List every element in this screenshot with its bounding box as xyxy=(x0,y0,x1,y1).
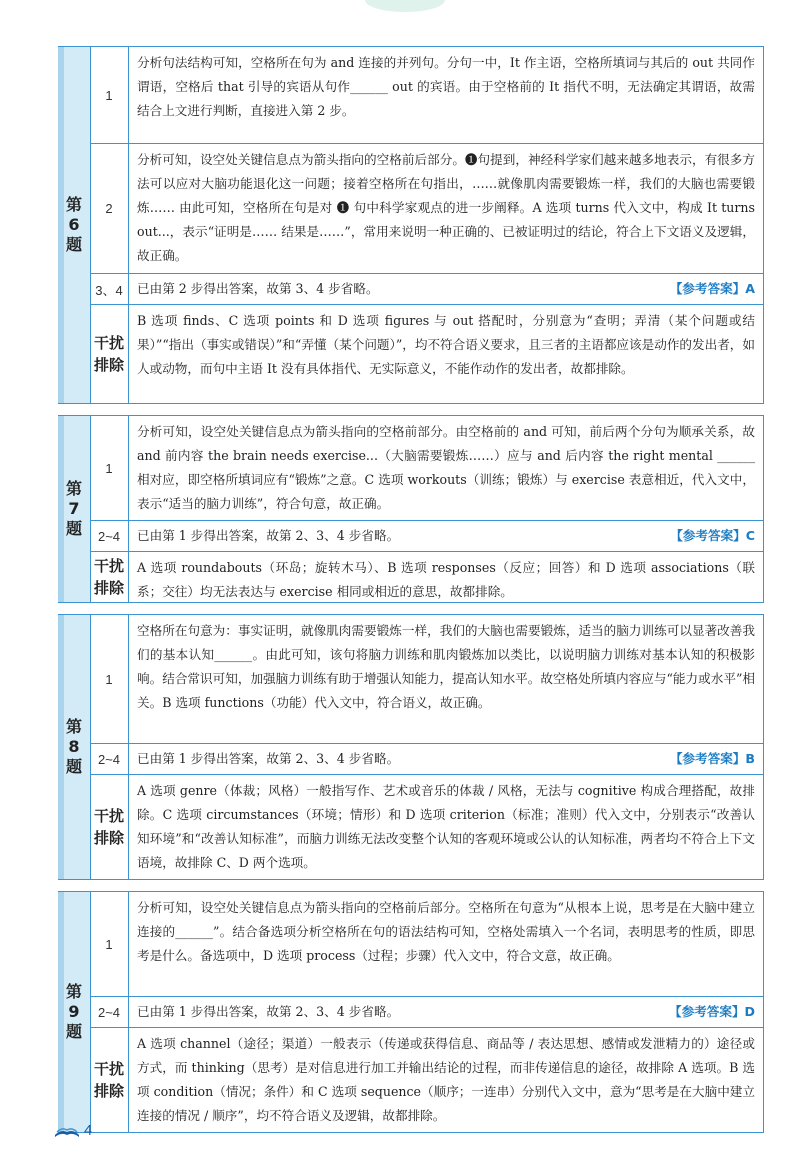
question-label xyxy=(58,615,91,879)
question-label xyxy=(58,892,91,1132)
step-number: 3、4 xyxy=(90,274,129,304)
step-number: 2~4 xyxy=(90,521,129,551)
distractor-text: B 选项 finds、C 选项 points 和 D 选项 figures 与 out 搭配时，分别意为“查明；弄清（某个问题或结果）”“指出（事实或错误）”和“弄懂（某个问题）”，均不符合语义要求，且三者的主语都应该是动作的发出者，如人或动物，而句中主语 It 没有具体指代、无实际意义，不能作动作的发出者，故都排除。 xyxy=(137,313,755,376)
distractor-text: A 选项 channel（途径；渠道）一般表示（传递或获得信息、商品等 / 表达思想、感情或发泄精力的）途径或方式，而 thinking（思考）是对信息进行加工并输出结论的过程，而非传递信息的途径，故排除 A 选项。B 选项 condition（情况；条件）和 C 选项 sequence（顺序；一连串）分别代入文中，意为“思考是在大脑中建立连接的情况 / 顺序”，均不符合语义及逻辑，故都排除。 xyxy=(137,1036,755,1123)
step-row xyxy=(90,892,763,997)
step-row xyxy=(90,416,763,521)
step-text: 分析可知，设空处关键信息点为箭头指向的空格前后部分。空格所在句意为“从根本上说，思考是在大脑中建立连接的______”。结合备选项分析空格所在句的语法结构可知，空格处需填入一个名词，表明思考的性质，即思考是什么。备选项中，D 选项 process（过程；步骤）代入文中，符合文意，故正确。 xyxy=(137,900,755,963)
question-6-label: 第6题 xyxy=(65,195,82,254)
distractor-label: 干扰排除 xyxy=(90,1028,129,1132)
step-text: 分析句法结构可知，空格所在句为 and 连接的并列句。分句一中，It 作主语，空格所填词与其后的 out 共同作谓语，空格后 that 引导的宾语从句作______ out 的宾语。由于空格前的 It 指代不明，无法确定其谓语，故需结合上文进行判断，直接进入第 2 步。 xyxy=(137,55,755,118)
distractor-label: 干扰排除 xyxy=(90,552,129,602)
step-text: 已由第 1 步得出答案，故第 2、3、4 步省略。 xyxy=(137,751,400,766)
answer-row xyxy=(90,997,763,1028)
step-text: 分析可知，设空处关键信息点为箭头指向的空格前部分。由空格前的 and 可知，前后两个分句为顺承关系，故 and 前内容 the brain needs exercise...（大脑需要锻炼……）应与 and 后内容 the right mental ______相对应，即空格所填词应有“锻炼”之意。C 选项 workouts（训练；锻炼）与 exercise 表意相近，代入文中，表示“适当的脑力训练”，符合句意，故正确。 xyxy=(137,424,755,511)
step-text: 已由第 1 步得出答案，故第 2、3、4 步省略。 xyxy=(137,1004,400,1019)
step-number: 2~4 xyxy=(90,744,129,774)
question-6-block xyxy=(58,46,764,404)
question-8-block xyxy=(58,614,764,880)
step-number: 2~4 xyxy=(90,997,129,1027)
reference-answer: 【参考答案】D xyxy=(668,1004,755,1019)
distractor-row xyxy=(90,775,763,879)
top-decoration xyxy=(365,0,445,12)
question-7-label: 第7题 xyxy=(65,479,82,538)
reference-answer: 【参考答案】B xyxy=(669,751,755,766)
answer-row xyxy=(90,274,763,305)
step-row xyxy=(90,144,763,274)
answer-analysis-page xyxy=(58,46,764,1144)
step-text: 已由第 1 步得出答案，故第 2、3、4 步省略。 xyxy=(137,528,400,543)
page-number: 4 xyxy=(84,1122,93,1139)
question-8-label: 第8题 xyxy=(65,717,82,776)
question-9-label: 第9题 xyxy=(65,982,82,1041)
distractor-text: A 选项 genre（体裁；风格）一般指写作、艺术或音乐的体裁 / 风格，无法与 cognitive 构成合理搭配，故排除。C 选项 circumstances（环境；情形）和 D 选项 criterion（标准；准则）代入文中，分别表示“改善认知环境”和“改善认知标准”，而脑力训练无法改变整个认知的客观环境或公认的认知标准，两者均不符合上下文语境，故排除 C、D 两个选项。 xyxy=(137,783,755,870)
answer-row xyxy=(90,744,763,775)
step-row xyxy=(90,615,763,744)
step-text: 已由第 2 步得出答案，故第 3、4 步省略。 xyxy=(137,281,379,296)
step-number: 1 xyxy=(90,416,129,520)
question-9-block xyxy=(58,891,764,1133)
step-text: 分析可知，设空处关键信息点为箭头指向的空格前后部分。❶句提到，神经科学家们越来越多地表示，有很多方法可以应对大脑功能退化这一问题；接着空格所在句指出，……就像肌肉需要锻炼一样，我们的大脑也需要锻炼…… 由此可知，空格所在句是对 ❶ 句中科学家观点的进一步阐释。A 选项 turns 代入文中，构成 It turns out...，表示“证明是…… 结果是……”，常用来说明一种正确的、已被证明过的结论，符合上下文语义及逻辑，故正确。 xyxy=(137,152,755,263)
reference-answer: 【参考答案】A xyxy=(669,281,755,296)
answer-row xyxy=(90,521,763,552)
distractor-row xyxy=(90,1028,763,1132)
question-7-block xyxy=(58,415,764,603)
step-text: 空格所在句意为：事实证明，就像肌肉需要锻炼一样，我们的大脑也需要锻炼，适当的脑力训练可以显著改善我们的基本认知______。由此可知，该句将脑力训练和肌肉锻炼加以类比，以说明脑力训练对基本认知的积极影响。结合常识可知，加强脑力训练有助于增强认知能力，提高认知水平。故空格处所填内容应与“能力或水平”相关。B 选项 functions（功能）代入文中，符合语义，故正确。 xyxy=(137,623,755,710)
question-label xyxy=(58,47,91,403)
distractor-label: 干扰排除 xyxy=(90,775,129,879)
step-number: 1 xyxy=(90,47,129,143)
step-number: 1 xyxy=(90,615,129,743)
book-icon xyxy=(54,1123,80,1139)
step-row xyxy=(90,47,763,144)
distractor-text: A 选项 roundabouts（环岛；旋转木马）、B 选项 responses（反应；回答）和 D 选项 associations（联系；交往）均无法表达与 exercise 相同或相近的意思，故都排除。 xyxy=(137,560,755,599)
question-label xyxy=(58,416,91,602)
reference-answer: 【参考答案】C xyxy=(670,528,755,543)
step-number: 1 xyxy=(90,892,129,996)
distractor-row xyxy=(90,305,763,403)
step-number: 2 xyxy=(90,144,129,273)
page-footer xyxy=(54,1122,92,1139)
distractor-row xyxy=(90,552,763,602)
distractor-label: 干扰排除 xyxy=(90,305,129,403)
